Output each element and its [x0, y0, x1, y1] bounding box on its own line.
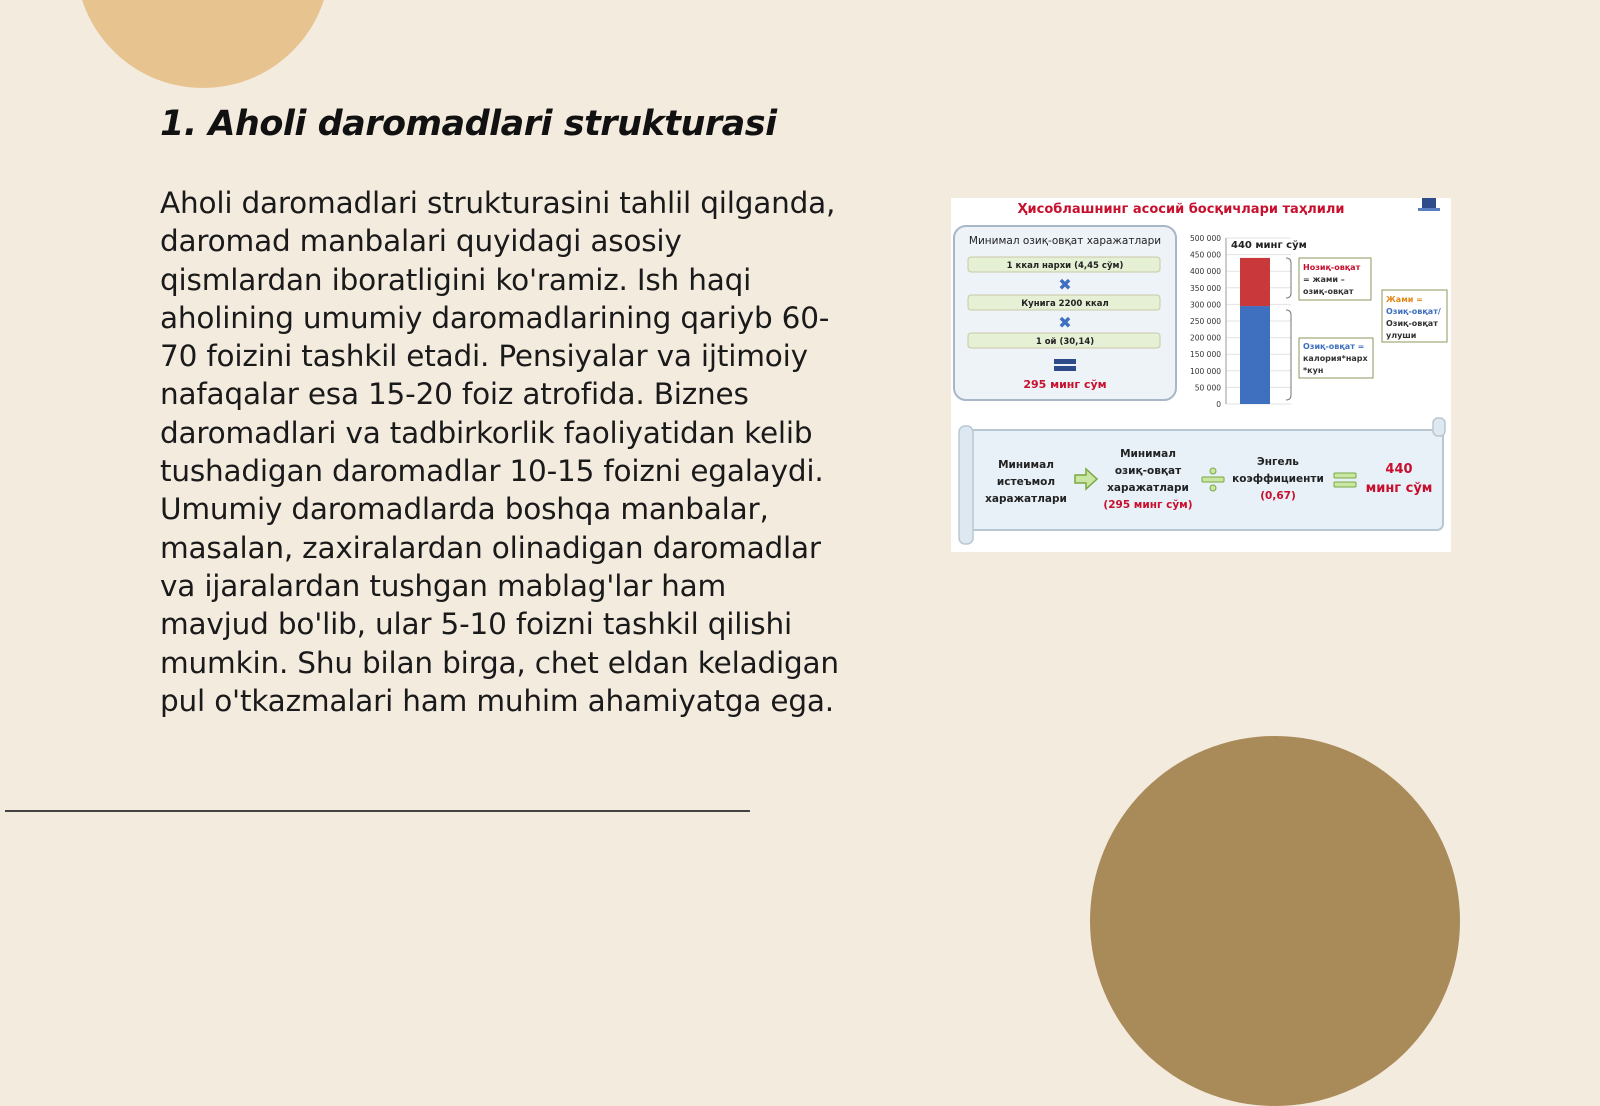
divider-line: [5, 810, 750, 812]
calculation-figure: [951, 198, 1451, 552]
y-tick-label: 250 000: [1189, 317, 1221, 326]
bar-segment-food: [1240, 306, 1270, 404]
formula-term2-line2: озиқ-овқат: [1114, 465, 1182, 477]
multiply-icon: ✖: [1058, 275, 1072, 294]
decorative-circle-bottom: [1090, 736, 1460, 1106]
note-share-line1: Жами =: [1386, 295, 1423, 304]
note-food-line2: калория*нарх: [1303, 354, 1368, 363]
note-share-line4: улуши: [1386, 331, 1417, 340]
figure-title: Ҳисоблашнинг асосий босқичлари таҳлили: [1017, 202, 1345, 217]
note-share-line3: Озиқ-овқат: [1386, 319, 1438, 328]
formula-term1-line1: Минимал: [998, 459, 1054, 471]
formula-term3-value: (0,67): [1260, 490, 1296, 502]
formula-banner: [959, 418, 1445, 544]
y-tick-label: 50 000: [1194, 383, 1221, 393]
y-tick-label: 200 000: [1189, 333, 1221, 343]
y-tick-label: 300 000: [1189, 300, 1221, 310]
formula-term1-line3: харажатлари: [985, 493, 1067, 505]
slide-title: 1. Aholi daromadlari strukturasi: [160, 104, 777, 144]
monitor-icon: [1418, 198, 1440, 211]
y-tick-label: 450 000: [1189, 250, 1221, 260]
formula-term3-line2: коэффициенти: [1232, 473, 1324, 485]
note-nonfood-line3: озиқ-овқат: [1303, 287, 1354, 296]
formula-result-line1: 440: [1385, 462, 1413, 477]
decorative-circle-top: [76, 0, 330, 88]
formula-result-line2: минг сўм: [1365, 481, 1433, 496]
note-nonfood-line2: = жами –: [1303, 275, 1345, 284]
formula-term2-value: (295 минг сўм): [1103, 499, 1193, 511]
bar-total-label: 440 минг сўм: [1231, 240, 1307, 251]
food-cost-row-daily: Кунига 2200 ккал: [1021, 299, 1109, 309]
y-tick-label: 400 000: [1189, 267, 1221, 277]
note-food-line1: Озиқ-овқат =: [1303, 342, 1365, 351]
formula-term1-line2: истеъмол: [996, 476, 1056, 488]
y-tick-label: 150 000: [1189, 350, 1221, 360]
bracket-food: [1286, 310, 1291, 400]
y-tick-label: 500 000: [1189, 234, 1221, 243]
food-cost-header: Минимал озиқ-овқат харажатлари: [968, 235, 1162, 247]
y-tick-label: 350 000: [1189, 283, 1221, 293]
food-cost-row-price: 1 ккал нархи (4,45 сўм): [1006, 261, 1124, 271]
note-nonfood-line1: Нозиқ-овқат: [1303, 263, 1361, 272]
note-share-line2: Озиқ-овқат/: [1386, 307, 1441, 316]
formula-term2-line1: Минимал: [1120, 448, 1176, 460]
bar-segment-nonfood: [1240, 258, 1270, 306]
slide-body-text: Aholi daromadlari strukturasini tahlil qilganda, daromad manbalari quyidagi asosiy qismlardan iboratligini ko'ramiz. Ish haqi aholining umumiy daromadlarining qariyb 60-70 foizini tashkil etadi. Pensiyalar va ijtimoiy nafaqalar esa 15-20 foiz atrofida. Biznes daromadlari va tadbirkorlik faoliyatidan kelib tushadigan daromadlar 10-15 foizni egalaydi. Umumiy daromadlarda boshqa manbalar, masalan, zaxiralardan olinadigan daromadlar va ijaralardan tushgan mablag'lar ham mavjud bo'lib, ular 5-10 foizni tashkil qilishi mumkin. Shu bilan birga, chet eldan keladigan pul o'tkazmalari ham muhim ahamiyatga ega.: [160, 186, 839, 718]
food-cost-result: 295 минг сўм: [1023, 378, 1107, 391]
bracket-nonfood: [1286, 258, 1291, 298]
y-tick-label: 100 000: [1189, 366, 1221, 376]
note-food-line3: *кун: [1303, 366, 1324, 375]
formula-term2-line3: харажатлари: [1107, 482, 1189, 494]
y-tick-label: 0: [1216, 400, 1221, 409]
stacked-bar-chart: [1190, 234, 1447, 409]
food-cost-panel: [954, 226, 1176, 400]
multiply-icon: ✖: [1058, 313, 1072, 332]
formula-term3-line1: Энгель: [1257, 456, 1299, 468]
food-cost-row-month: 1 ой (30,14): [1035, 337, 1095, 347]
